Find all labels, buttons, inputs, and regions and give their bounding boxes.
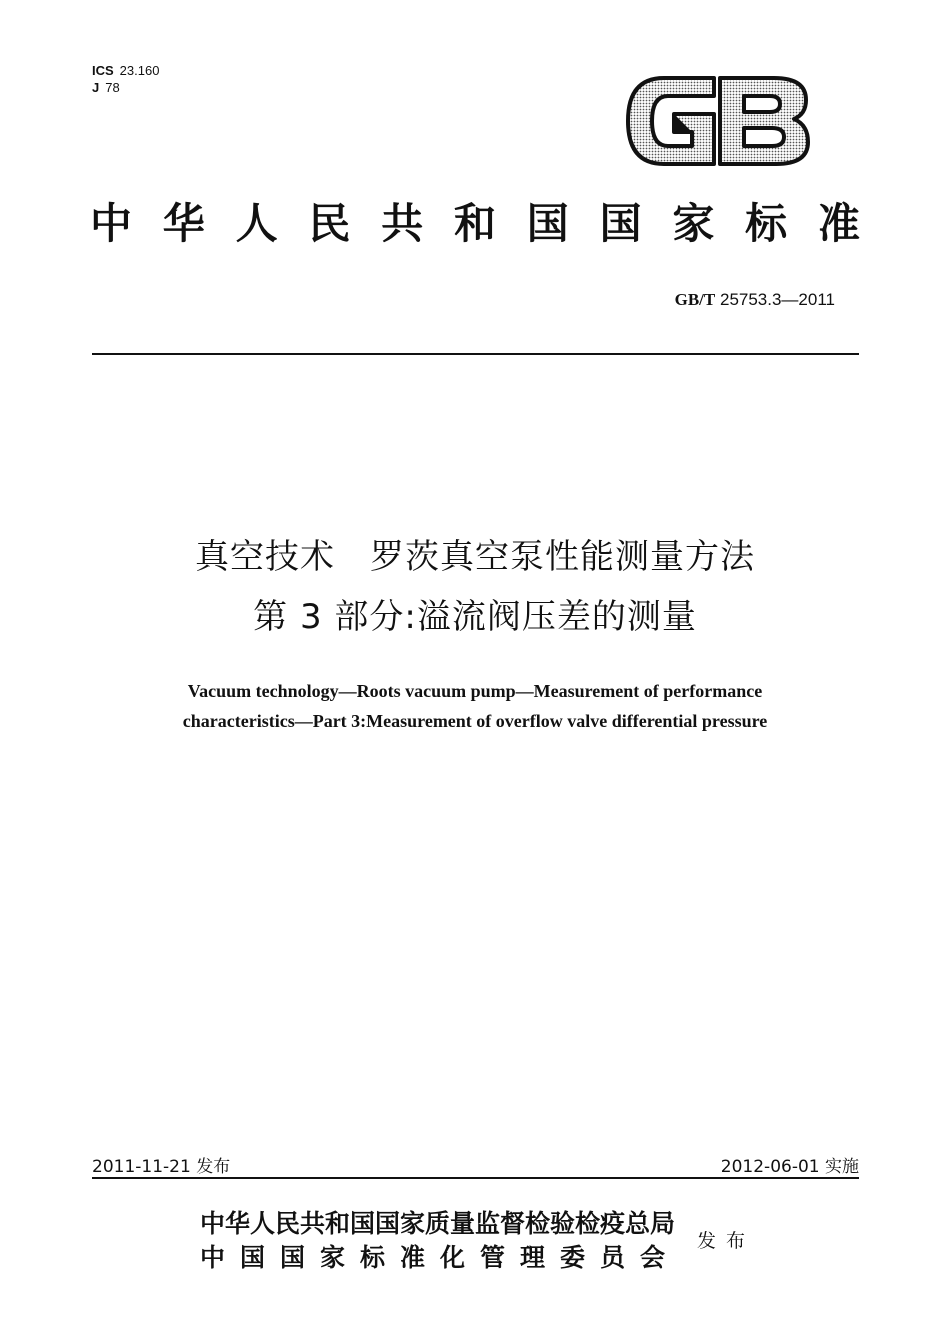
issuing-authorities	[200, 1207, 680, 1275]
ccs-line	[92, 79, 159, 96]
heading-char: 中	[90, 199, 133, 248]
publish-label: 发布	[697, 1230, 756, 1252]
title-en-line2: characteristics—Part 3:Measurement of overflow valve differential pressure	[182, 711, 768, 731]
heading-char: 国	[599, 199, 642, 248]
dates-row	[92, 1152, 859, 1177]
heading-char: 国	[526, 199, 569, 248]
title-cn-line1: 真空技术 罗茨真空泵性能测量方法	[195, 537, 755, 577]
bottom-divider	[92, 1177, 859, 1179]
title-cn-line2: 第 3 部分:溢流阀压差的测量	[253, 597, 697, 637]
heading-char: 共	[381, 199, 424, 248]
ics-code: 23.160	[119, 63, 160, 78]
heading-char: 准	[817, 199, 860, 248]
heading-char: 和	[453, 199, 496, 248]
standard-code: 25753.3—2011	[719, 290, 835, 309]
ics-line	[92, 62, 159, 79]
standard-number	[675, 290, 835, 310]
classification-codes	[92, 62, 159, 96]
top-divider	[92, 353, 859, 355]
ccs-label: J	[92, 80, 100, 95]
heading-char: 民	[308, 199, 351, 248]
heading-char: 家	[672, 199, 715, 248]
issuer-sac: 中国国家标准化管理委员会	[200, 1243, 681, 1272]
ics-label: ICS	[92, 63, 114, 78]
issuer-aqsiq: 中华人民共和国国家质量监督检验检疫总局	[200, 1209, 676, 1238]
implementation-date: 2012-06-01 实施	[720, 1157, 859, 1177]
gb-logo-icon	[624, 72, 812, 170]
heading-char: 华	[162, 199, 205, 248]
country-standard-heading	[90, 196, 860, 252]
heading-char: 人	[235, 199, 278, 248]
heading-char: 标	[745, 199, 788, 248]
title-en-line1: Vacuum technology—Roots vacuum pump—Measurement of performance	[187, 681, 763, 701]
standard-prefix: GB/T	[674, 290, 716, 309]
ccs-code: 78	[105, 80, 120, 95]
issue-date: 2011-11-21 发布	[92, 1157, 231, 1177]
